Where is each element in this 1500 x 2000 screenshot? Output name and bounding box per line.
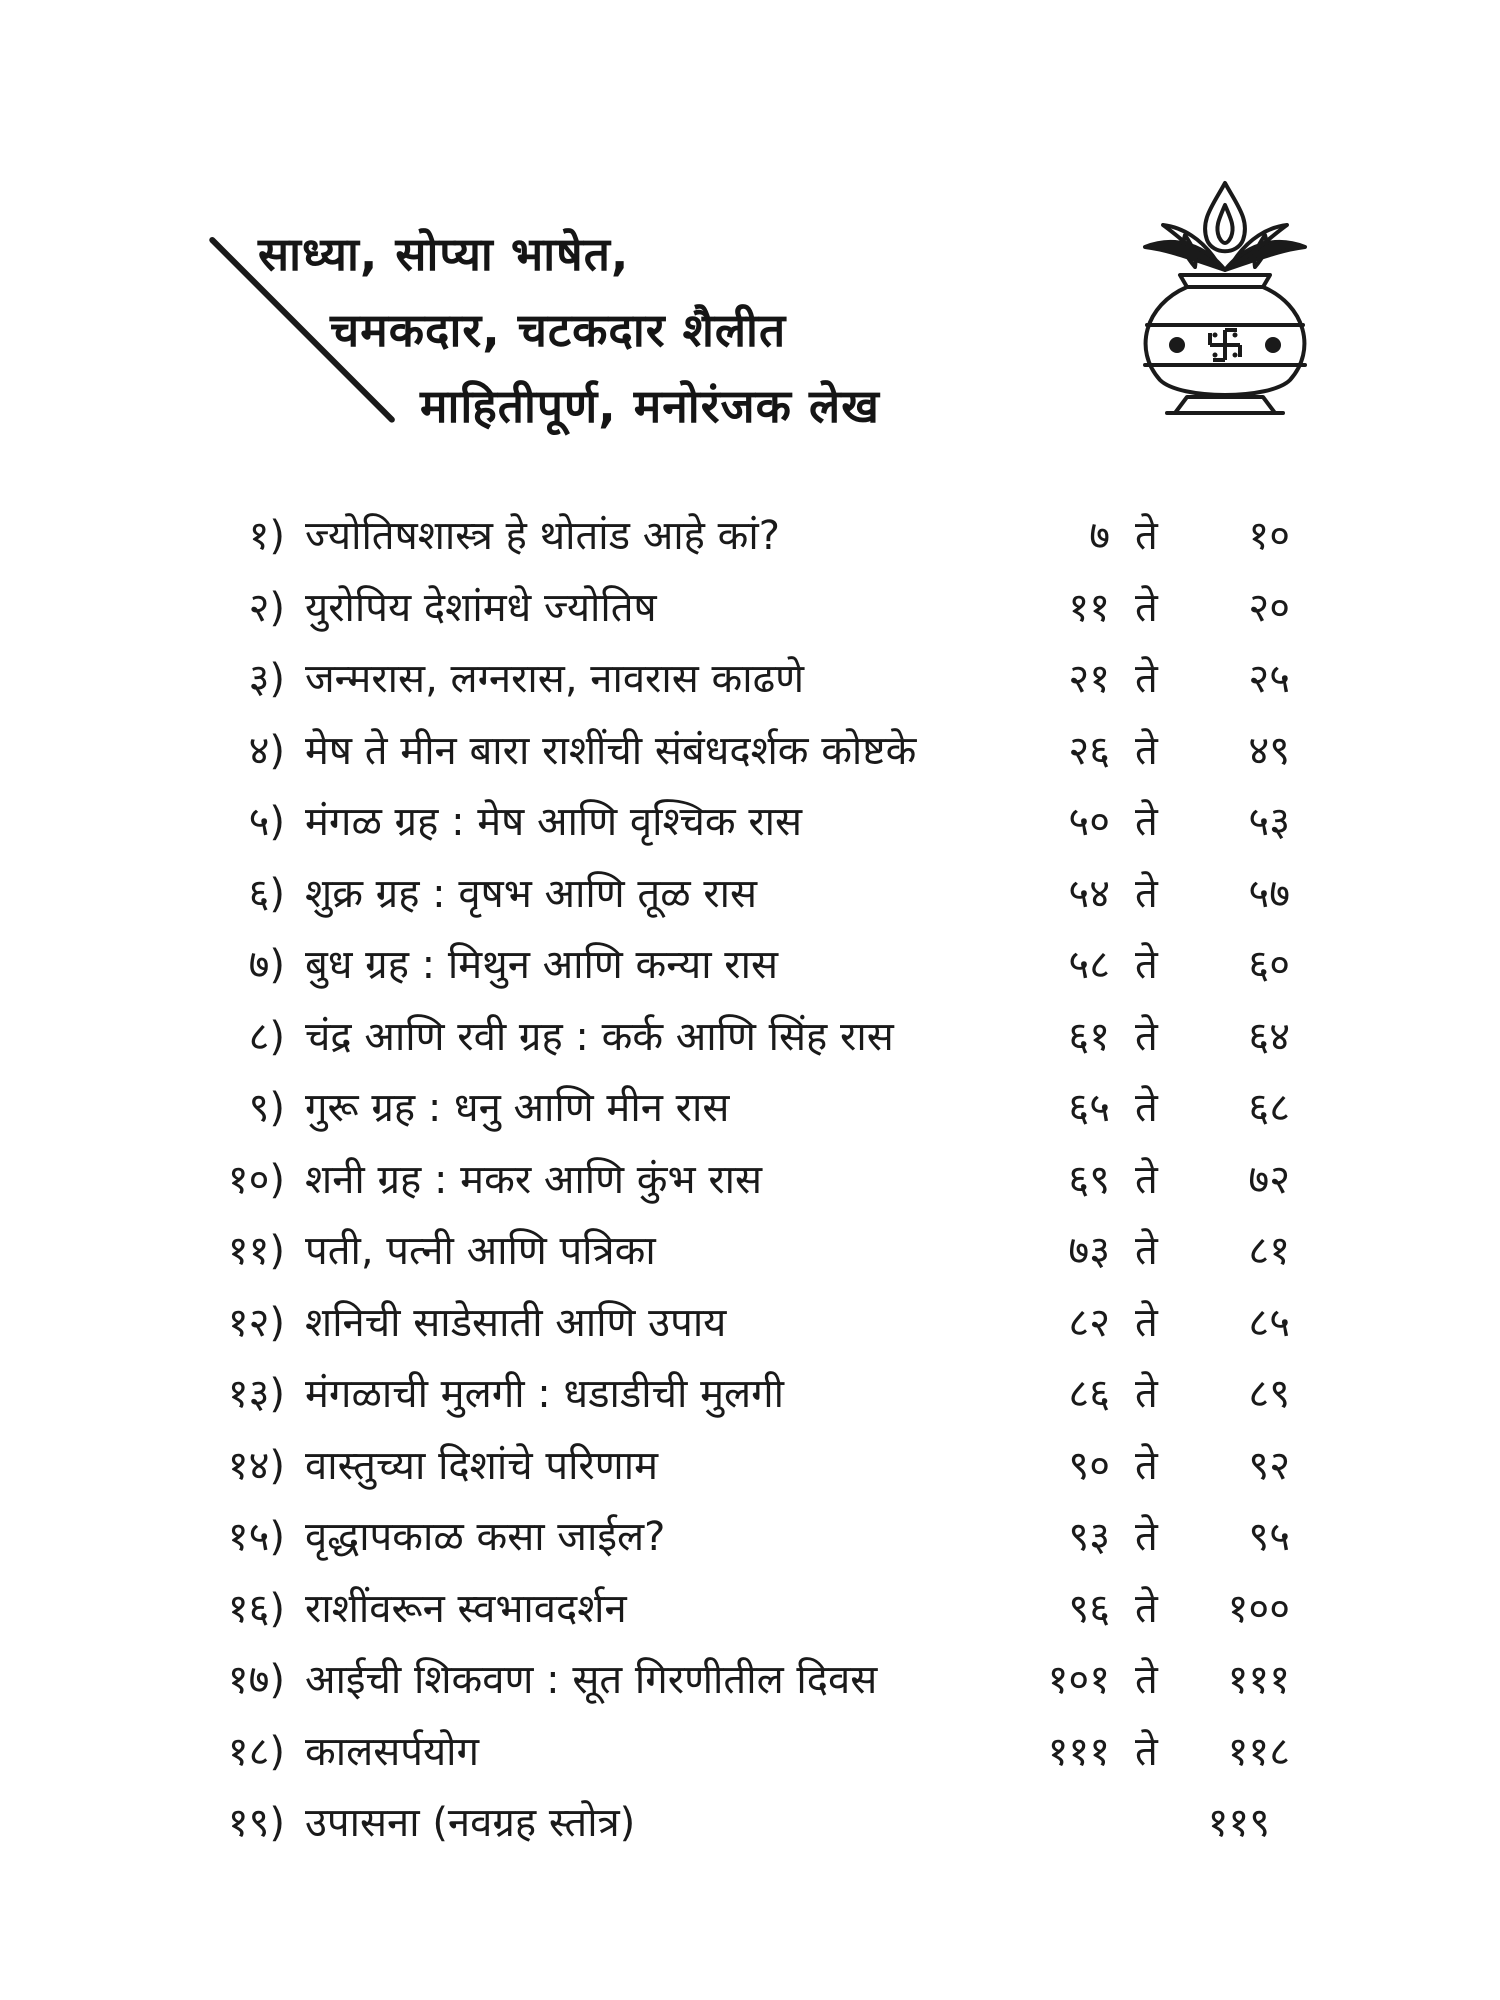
toc-number: ७) (248, 942, 285, 988)
toc-page-from: ७३ (1068, 1228, 1110, 1274)
toc-page-to: ६४ (1248, 1013, 1290, 1060)
toc-page-from: ८६ (1068, 1371, 1110, 1417)
toc-page-from: २१ (1068, 656, 1110, 702)
toc-row (0, 1787, 1500, 1859)
toc-title: ज्योतिषशास्त्र हे थोतांड आहे कां? (305, 513, 780, 559)
toc-row (0, 1573, 1500, 1645)
toc-number: १८) (227, 1728, 285, 1775)
toc-page-from: ९३ (1068, 1514, 1110, 1560)
toc-page-to: १११ (1227, 1657, 1290, 1703)
tagline-line-2: चमकदार, चटकदार शैलीत (330, 303, 787, 357)
toc-page-separator: ते (1135, 1013, 1158, 1060)
toc-number: ८) (248, 1013, 285, 1060)
toc-row (0, 1501, 1500, 1573)
toc-page-from: ९६ (1068, 1585, 1110, 1632)
toc-title: मेष ते मीन बारा राशींची संबंधदर्शक कोष्टके (305, 727, 917, 774)
toc-page-separator: ते (1135, 1156, 1158, 1203)
toc-page-separator: ते (1135, 727, 1158, 774)
toc-row (0, 1072, 1500, 1144)
toc-row (0, 786, 1500, 858)
toc-page-separator: ते (1135, 1371, 1158, 1417)
toc-number: १७) (227, 1657, 285, 1703)
toc-page-from: ६१ (1068, 1013, 1110, 1060)
toc-title: वास्तुच्या दिशांचे परिणाम (305, 1442, 658, 1489)
toc-title: कालसर्पयोग (305, 1728, 480, 1775)
toc-page-from: ६५ (1068, 1085, 1110, 1131)
toc-number: १३) (227, 1371, 285, 1417)
toc-page-to: १०० (1227, 1585, 1290, 1632)
toc-title: मंगळ ग्रह : मेष आणि वृश्चिक रास (305, 799, 803, 845)
toc-number: ११) (227, 1228, 285, 1274)
toc-row (0, 572, 1500, 644)
toc-page-separator: ते (1135, 513, 1158, 559)
toc-number: १५) (227, 1514, 285, 1560)
toc-number: ५) (248, 799, 285, 845)
toc-page-from: ८२ (1068, 1299, 1110, 1346)
toc-page-from: १०१ (1047, 1657, 1110, 1703)
toc-page-to: ५७ (1248, 870, 1290, 917)
toc-title: गुरू ग्रह : धनु आणि मीन रास (305, 1085, 730, 1131)
toc-page-to: २० (1248, 584, 1290, 631)
toc-title: शनी ग्रह : मकर आणि कुंभ रास (305, 1156, 763, 1203)
toc-row (0, 858, 1500, 930)
toc-row (0, 715, 1500, 787)
toc-title: जन्मरास, लग्नरास, नावरास काढणे (305, 656, 805, 702)
toc-page-to: २५ (1248, 656, 1290, 702)
toc-page-separator: ते (1135, 1728, 1158, 1775)
toc-page-separator: ते (1135, 1299, 1158, 1346)
toc-row (0, 1144, 1500, 1216)
toc-page-from: ५० (1068, 799, 1110, 845)
toc-page-from: १११ (1047, 1728, 1110, 1775)
toc-page-to: ११८ (1227, 1728, 1290, 1775)
toc-page-to: १० (1248, 513, 1290, 559)
toc-page-separator: ते (1135, 1657, 1158, 1703)
toc-page-separator: ते (1135, 584, 1158, 631)
toc-page-to: ७२ (1248, 1156, 1290, 1203)
toc-title: राशींवरून स्वभावदर्शन (305, 1585, 627, 1632)
toc-row (0, 1644, 1500, 1716)
toc-number: १२) (227, 1299, 285, 1346)
toc-page-separator: ते (1135, 1585, 1158, 1632)
toc-row (0, 1001, 1500, 1073)
toc-page-to: ९५ (1248, 1514, 1290, 1560)
toc-title: वृद्धापकाळ कसा जाईल? (305, 1514, 666, 1560)
toc-page-from: ५४ (1068, 870, 1110, 917)
tagline-line-1: साध्या, सोप्या भाषेत, (258, 227, 630, 281)
toc-page-separator: ते (1135, 1442, 1158, 1489)
toc-title: शुक्र ग्रह : वृषभ आणि तूळ रास (305, 870, 758, 917)
toc-page-from: ११ (1068, 584, 1110, 631)
toc-number: १९) (227, 1800, 285, 1846)
kalash-swastika-icon (1125, 175, 1325, 430)
toc-number: १) (248, 513, 285, 559)
toc-title: उपासना (नवग्रह स्तोत्र) (305, 1800, 636, 1846)
toc-title: आईची शिकवण : सूत गिरणीतील दिवस (305, 1657, 878, 1703)
toc-page-to: ९२ (1248, 1442, 1290, 1489)
toc-title: पती, पत्नी आणि पत्रिका (305, 1228, 656, 1274)
toc-page-from: ६९ (1068, 1156, 1110, 1203)
toc-title: बुध ग्रह : मिथुन आणि कन्या रास (305, 942, 779, 988)
toc-title: मंगळाची मुलगी : धडाडीची मुलगी (305, 1371, 785, 1417)
toc-number: १०) (227, 1156, 285, 1203)
toc-page-to: ६० (1248, 942, 1290, 988)
toc-page-separator: ते (1135, 799, 1158, 845)
toc-row (0, 1358, 1500, 1430)
toc-number: १४) (227, 1442, 285, 1489)
toc-page-separator: ते (1135, 942, 1158, 988)
toc-page-separator: ते (1135, 656, 1158, 702)
toc-number: ३) (248, 656, 285, 702)
toc-page-to: ८९ (1248, 1371, 1290, 1417)
toc-page-from: ५८ (1068, 942, 1110, 988)
toc-row (0, 1287, 1500, 1359)
toc-title: युरोपिय देशांमधे ज्योतिष (305, 584, 657, 631)
toc-page-separator: ते (1135, 1514, 1158, 1560)
toc-page-to: ४९ (1248, 727, 1290, 774)
toc-row (0, 500, 1500, 572)
toc-row (0, 1430, 1500, 1502)
toc-row (0, 1215, 1500, 1287)
toc-row (0, 643, 1500, 715)
toc-number: १६) (227, 1585, 285, 1632)
tagline-line-3: माहितीपूर्ण, मनोरंजक लेख (420, 379, 880, 433)
toc-page-separator: ते (1135, 1085, 1158, 1131)
toc-page-separator: ते (1135, 870, 1158, 917)
toc-page-from: २६ (1068, 727, 1110, 774)
toc-number: २) (248, 584, 285, 631)
toc-page-to: ८१ (1248, 1228, 1290, 1274)
toc-page-to: ५३ (1248, 799, 1290, 845)
toc-page: ११९ (1207, 1800, 1270, 1846)
toc-number: ६) (248, 870, 285, 917)
toc-number: ९) (248, 1085, 285, 1131)
toc-number: ४) (248, 727, 285, 774)
toc-page-from: ७ (1089, 513, 1110, 559)
toc-row (0, 929, 1500, 1001)
toc-row (0, 1716, 1500, 1788)
toc-page-separator: ते (1135, 1228, 1158, 1274)
toc-title: चंद्र आणि रवी ग्रह : कर्क आणि सिंह रास (305, 1013, 894, 1060)
toc-title: शनिची साडेसाती आणि उपाय (305, 1299, 727, 1346)
toc-page-to: ६८ (1248, 1085, 1290, 1131)
toc-page-from: ९० (1068, 1442, 1110, 1489)
toc-page-to: ८५ (1248, 1299, 1290, 1346)
